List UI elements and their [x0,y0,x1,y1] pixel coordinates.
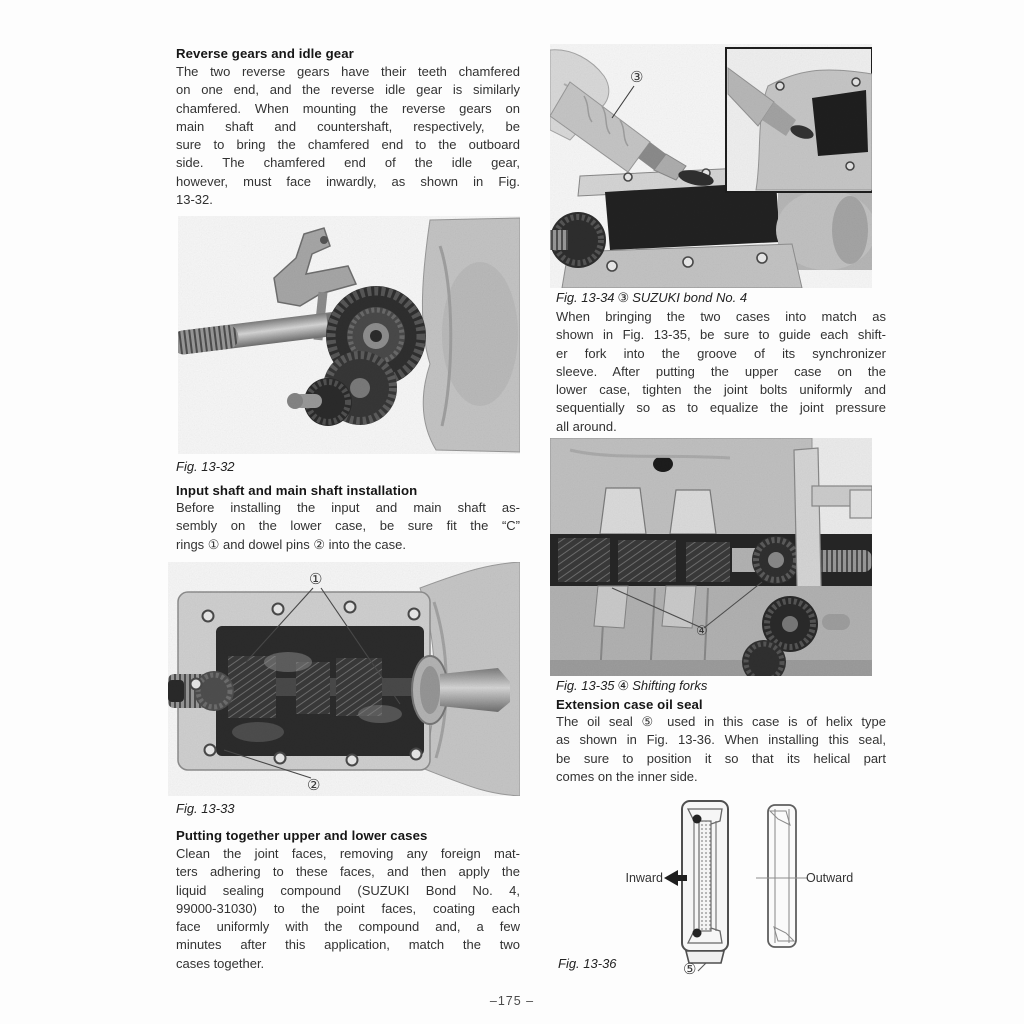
text-line: as shown in Fig. 13-36. When installing this seal, [556,732,886,748]
text-line: sembly on the lower case, be sure fit the “C” [176,518,520,534]
text-line: 13-32. [176,192,213,208]
text-line: however, must face inwardly, as shown in Fig. [176,173,520,189]
text-line: sequentially so as to equalize the joint pressure [556,400,886,416]
gear-assembly-photo-graphic [178,216,520,454]
shifting-forks-photo-graphic [550,438,872,676]
figure-13-35-caption-text: Shifting forks [632,678,708,693]
figure-13-35-photo [550,438,872,676]
text-line: Clean the joint faces, removing any foreign mat- [176,846,520,861]
callout-5-marker: ⑤ [683,961,697,978]
text-line: Before installing the input and main shaft as- [176,500,520,515]
paragraph-reverse-gears [176,63,520,209]
paragraph-oil-seal [556,713,886,786]
text-line: 99000-31030) to the point faces, coating each [176,900,520,916]
text-line: The oil seal ⑤ used in this case is of helix type [556,714,886,729]
figure-13-33-photo [168,562,520,796]
text-line: shown in Fig. 13-35, be sure to guide each shift- [556,327,886,343]
paragraph-putting-together [176,845,520,973]
figure-13-35-caption-number: Fig. 13-35 [556,678,615,693]
lower-case-photo-graphic [168,562,520,796]
sealant-application-photo-graphic [550,44,872,288]
text-line: cases together. [176,955,265,971]
text-line: comes on the inner side. [556,768,698,784]
section-heading-input-shaft: Input shaft and main shaft installation [176,483,418,498]
text-line: er fork into the groove of its synchronizer [556,345,886,361]
text-line: be sure to position it so that its helical part [556,750,886,766]
figure-13-33-caption: Fig. 13-33 [176,801,235,816]
text-line: sure to bring the chamfered end to the outboard [176,137,520,153]
text-line: main shaft and countershaft, respectively, be [176,118,520,134]
text-line: side. The chamfered end of the idle gear, [176,155,520,171]
outward-label: Outward [806,871,854,885]
callout-3-marker: ③ [630,69,644,86]
text-line: face uniformly with the compound and, a few [176,919,520,935]
text-line: minutes after this application, match the two [176,937,520,953]
callout-1-marker: ① [309,571,323,588]
text-line: rings ① and dowel pins ② into the case. [176,536,406,552]
text-line: lower case, tighten the joint bolts uniformly and [556,382,886,398]
text-line: sleeve. After putting the upper case on the [556,363,886,379]
text-line: on one end, and the reverse idle gear is similarly [176,82,520,98]
section-heading-oil-seal: Extension case oil seal [556,697,703,712]
text-line: When bringing the two cases into match as [556,309,886,324]
text-line: all around. [556,418,617,434]
figure-13-35-caption [556,678,707,694]
text-line: ters adhering to these faces, and then apply the [176,864,520,880]
callout-3-caption-marker: ③ [617,290,630,305]
figure-13-34-caption-number: Fig. 13-34 [556,290,615,305]
figure-13-34-caption [556,290,747,306]
paragraph-input-shaft [176,499,520,554]
text-line: chamfered. When mounting the reverse gears on [176,100,520,116]
figure-13-34-caption-text: SUZUKI bond No. 4 [632,290,748,305]
callout-4-caption-marker: ④ [617,678,630,693]
callout-4-marker: ④ [696,623,708,638]
paragraph-matching-cases [556,308,886,436]
page-number: –175 – [489,994,535,1008]
figure-13-32-photo [178,216,520,454]
section-heading-putting-together: Putting together upper and lower cases [176,828,428,843]
inward-label: Inward [625,871,663,885]
text-line: The two reverse gears have their teeth chamfered [176,64,520,79]
section-heading-reverse-gears: Reverse gears and idle gear [176,46,354,61]
figure-13-36-caption: Fig. 13-36 [558,956,617,971]
figure-13-32-caption: Fig. 13-32 [176,459,235,474]
text-line: liquid sealing compound (SUZUKI Bond No. 4, [176,882,520,898]
callout-2-marker: ② [307,777,321,794]
figure-13-34-photo [550,44,872,288]
